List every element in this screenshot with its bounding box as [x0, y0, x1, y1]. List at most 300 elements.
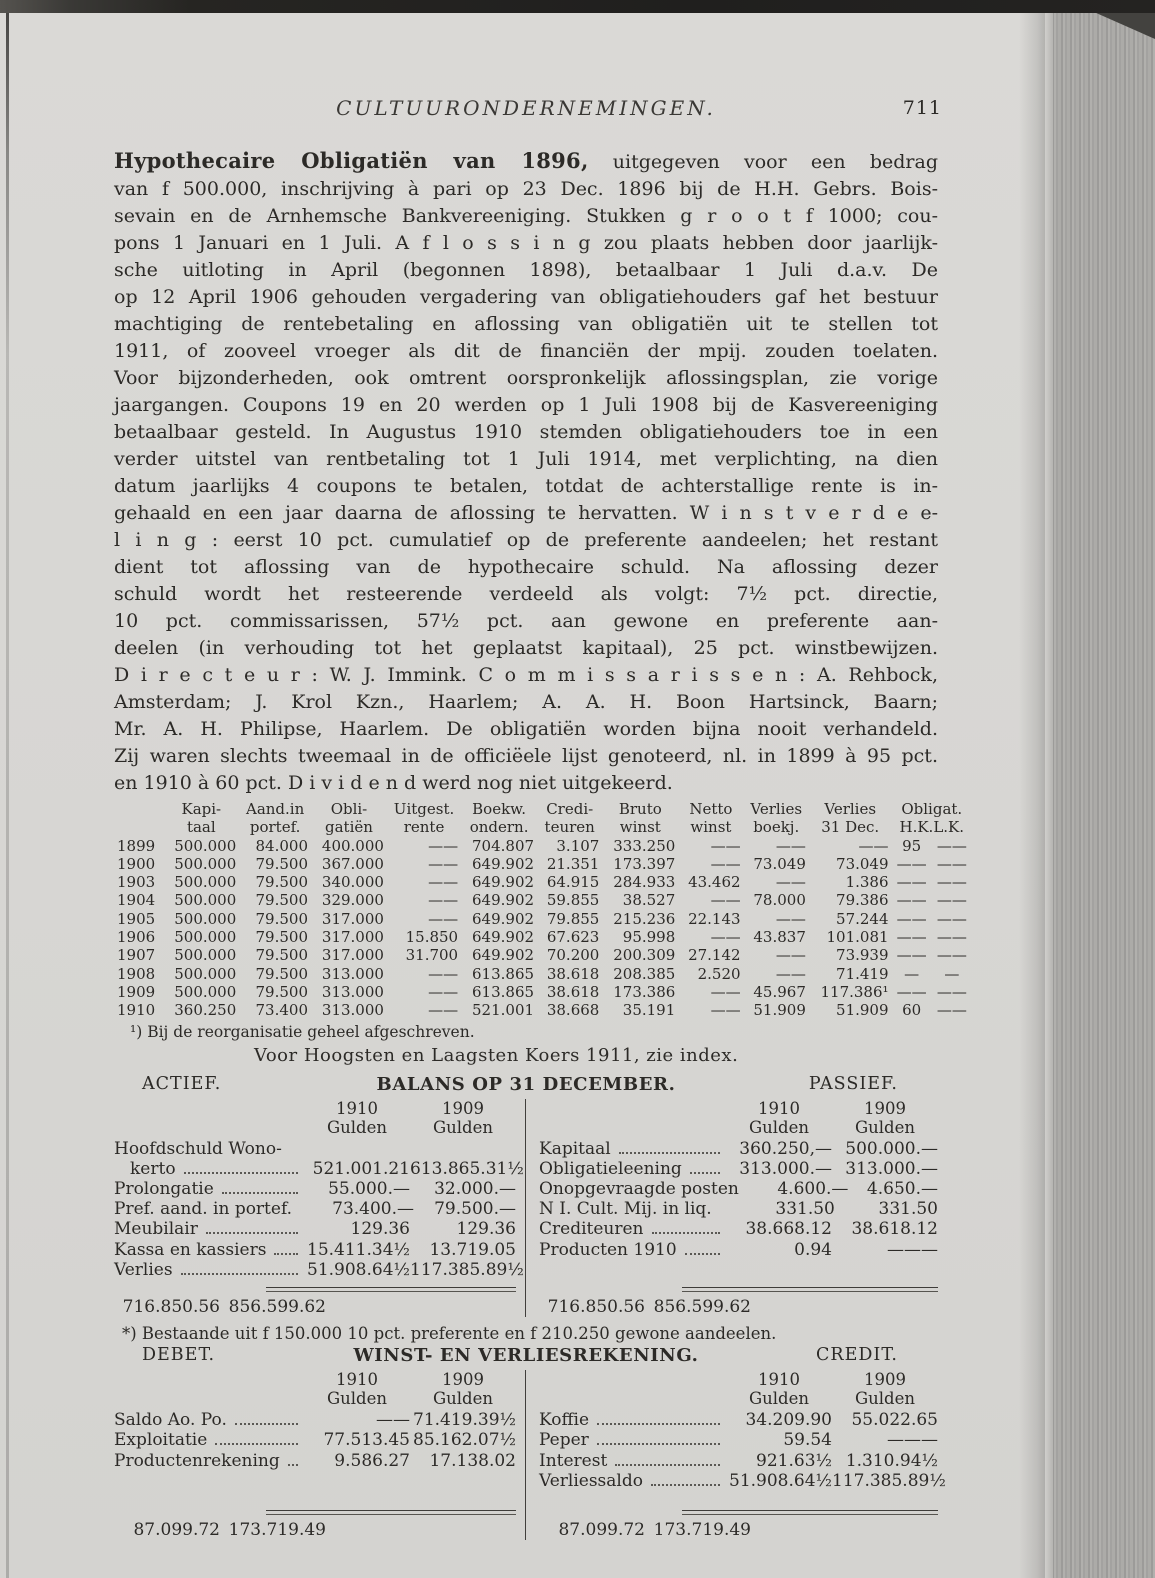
table-footnote: ¹) Bij de reorganisatie geheel afgeschreven.: [130, 1022, 475, 1041]
balance-body: [114, 1099, 938, 1318]
stats-cell: ——: [428, 964, 459, 983]
article-line: Zij waren slechts tweemaal in de officiëele lijst genoteerd, nl. in 1899 à 95 pct.: [114, 745, 938, 767]
colhead-spacer: [539, 1099, 726, 1118]
line-item: [539, 1179, 938, 1199]
article-lead: Hypothecaire Obligatiën van 1896,: [114, 148, 589, 173]
stats-cell: 613.865: [472, 964, 535, 983]
line-item: [114, 1430, 516, 1450]
stats-cell: 31.700: [405, 946, 459, 965]
stats-cell: ——: [896, 928, 927, 947]
total-value: 173.719.49: [653, 1520, 751, 1541]
stats-cell: 649.902: [472, 946, 535, 965]
item-value: 77.513.45: [323, 1430, 410, 1451]
stats-cell: 521.001: [472, 1001, 535, 1020]
total-value: 87.099.72: [133, 1520, 220, 1541]
column-years: [539, 1370, 938, 1389]
totals-rule: [682, 1287, 938, 1292]
colhead-spacer: [114, 1099, 304, 1118]
item-label: N I. Cult. Mij. in liq.: [539, 1199, 712, 1220]
stats-cell: ——: [710, 836, 741, 855]
unit-colhead: Gulden: [748, 1117, 810, 1137]
stats-header-cell: Verlies: [750, 800, 803, 818]
item-value: 32.000.—: [434, 1178, 516, 1199]
stats-header-cell: Obli-: [330, 800, 368, 818]
item-value: 55.022.65: [851, 1410, 938, 1431]
book-page-edges: [1045, 13, 1155, 1578]
article-line: pons 1 Januari en 1 Juli. A f l o s s i n g zou plaats hebben door jaarlijk-: [114, 232, 938, 254]
line-item: [114, 1158, 524, 1179]
item-value: ———: [887, 1430, 938, 1451]
stats-cell: 1904: [117, 891, 156, 910]
stats-cell: 95: [902, 836, 922, 855]
line-items: [114, 1410, 516, 1503]
item-value: 313.000.—: [845, 1158, 938, 1179]
item-label: Peper: [539, 1430, 589, 1451]
article-line: gehaald en een jaar daarna de aflossing te hervatten. W i n s t v e r d e e-: [114, 502, 938, 524]
item-value: 34.209.90: [745, 1410, 832, 1431]
item-value: 1.310.94½: [845, 1450, 938, 1471]
year-colhead: 1909: [864, 1098, 906, 1118]
stats-cell: 73.049: [753, 854, 806, 873]
dotted-leader: [597, 1442, 720, 1445]
passief-label: PASSIEF.: [808, 1073, 898, 1094]
total-value: 716.850.56: [547, 1296, 645, 1317]
item-label: Prolongatie: [114, 1178, 214, 1199]
stats-cell: 649.902: [472, 909, 535, 928]
stats-cell: 1907: [117, 946, 156, 965]
stats-cell: 367.000: [321, 854, 384, 873]
line-item: [539, 1219, 938, 1239]
stats-cell: 38.618: [546, 964, 600, 983]
item-value: 85.162.07½: [413, 1430, 516, 1451]
totals-rule: [266, 1287, 516, 1292]
item-value: ———: [887, 1239, 938, 1260]
stats-cell: ——: [858, 836, 889, 855]
stats-row: [114, 1001, 972, 1019]
totals-row: [114, 1297, 516, 1317]
line-item: [114, 1240, 516, 1260]
stats-cell: 3.107: [556, 836, 600, 855]
stats-header-row: [114, 800, 972, 818]
stats-cell: 78.000: [753, 891, 806, 910]
stats-cell: ——: [896, 982, 927, 1001]
stats-table: [114, 800, 972, 1020]
stats-header-cell: Uitgest.: [393, 800, 455, 818]
article-line: datum jaarlijks 4 coupons te betalen, totdat de achterstallige rente is in-: [114, 475, 938, 497]
stats-cell: 500.000: [174, 982, 237, 1001]
item-value: 4.650.—: [866, 1178, 938, 1199]
stats-cell: 73.400: [255, 1001, 308, 1020]
item-value: 51.908.64½: [729, 1470, 832, 1491]
stats-cell: 400.000: [321, 836, 384, 855]
item-value: 38.668.12: [745, 1219, 832, 1240]
balance-title: BALANS OP 31 DECEMBER.: [376, 1073, 676, 1095]
totals-rule: [682, 1510, 938, 1515]
stats-header-cell: taal: [186, 818, 216, 837]
colhead-spacer: [114, 1389, 304, 1408]
stats-cell: 38.618: [546, 982, 600, 1001]
stats-header-cell: 31 Dec.: [821, 818, 880, 837]
item-value: 71.419.39½: [413, 1410, 516, 1431]
stats-cell: 27.142: [688, 946, 741, 965]
stats-cell: 79.500: [255, 854, 308, 873]
article-line: dient tot aflossing van de hypothecaire schuld. Na aflossing dezer: [114, 556, 938, 578]
credit-label: CREDIT.: [816, 1345, 898, 1366]
unit-colhead: Gulden: [432, 1389, 494, 1409]
year-colhead: 1909: [864, 1370, 906, 1390]
item-value: 613.865.31½: [410, 1158, 524, 1179]
stats-header-cell: Netto: [689, 800, 733, 818]
dotted-leader: [690, 1171, 720, 1174]
item-label: Verlies: [114, 1259, 173, 1280]
stats-cell: 500.000: [174, 873, 237, 892]
stats-cell: 1908: [117, 964, 156, 983]
stats-cell: 313.000: [321, 1001, 384, 1020]
scan-top-edge: [0, 0, 1155, 13]
item-value: 500.000.—: [845, 1138, 938, 1159]
total-value: 173.719.49: [228, 1520, 326, 1541]
item-label: Saldo Ao. Po.: [114, 1410, 227, 1431]
dotted-leader: [215, 1442, 298, 1445]
stats-cell: 70.200: [546, 946, 600, 965]
dotted-leader: [184, 1171, 298, 1174]
unit-colhead: Gulden: [432, 1117, 494, 1137]
stats-cell: ——: [896, 909, 927, 928]
stats-cell: ——: [710, 854, 741, 873]
debet-label: DEBET.: [142, 1345, 216, 1366]
totals-row: [114, 1520, 516, 1540]
item-value: 117.385.89½: [410, 1259, 524, 1280]
year-colhead: 1910: [758, 1098, 800, 1118]
stats-cell: ——: [710, 891, 741, 910]
article-paragraph: [114, 147, 938, 797]
stats-cell: 360.250: [174, 1001, 237, 1020]
stats-cell: 284.933: [613, 873, 676, 892]
article-line: [114, 147, 938, 176]
stats-header-cell: Kapi-: [181, 800, 222, 818]
stats-cell: 317.000: [321, 909, 384, 928]
stats-header-cell: Obligat.: [901, 800, 963, 818]
scan-left-gutter: [6, 13, 9, 1578]
line-item: [114, 1451, 516, 1471]
stats-cell: 313.000: [321, 982, 384, 1001]
line-item: [114, 1259, 524, 1280]
stats-header-cell: H.K.L.K.: [899, 818, 965, 837]
stats-cell: 57.244: [836, 909, 889, 928]
stats-cell: ——: [710, 928, 741, 947]
stats-cell: 2.520: [697, 964, 741, 983]
item-label: kerto: [130, 1158, 176, 1179]
stats-cell: 73.939: [836, 946, 889, 965]
stats-cell: 60: [902, 1001, 922, 1020]
page-title: CULTUURONDERNEMINGEN.: [336, 96, 716, 120]
total-value: 716.850.56: [122, 1296, 220, 1317]
stats-header-cell: Aand.in: [246, 800, 305, 818]
item-label: Interest: [539, 1450, 608, 1471]
stats-cell: 649.902: [472, 928, 535, 947]
article-line: Mr. A. H. Philipse, Haarlem. De obligatiën worden bijna nooit verhandeld.: [114, 718, 938, 740]
page-number: 711: [902, 97, 942, 119]
totals-rule: [266, 1510, 516, 1515]
article-line: op 12 April 1906 gehouden vergadering van obligatiehouders gaf het bestuur: [114, 286, 938, 308]
stats-header-cell: boekj.: [753, 818, 800, 837]
colhead-spacer: [114, 1118, 304, 1137]
stats-cell: 79.855: [546, 909, 600, 928]
stats-cell: ——: [710, 982, 741, 1001]
item-value: 360.250,—: [739, 1138, 832, 1159]
stats-cell: 500.000: [174, 891, 237, 910]
article-line: l i n g : eerst 10 pct. cumulatief op de preferente aandeelen; het restant: [114, 529, 938, 551]
article-line: Amsterdam; J. Krol Kzn., Haarlem; A. A. H. Boon Hartsinck, Baarn;: [114, 691, 938, 713]
stats-cell: ——: [936, 873, 967, 892]
column-years: [114, 1370, 516, 1389]
line-items: [539, 1410, 946, 1503]
profit-loss-title: WINST- EN VERLIESREKENING.: [353, 1345, 699, 1367]
unit-colhead: Gulden: [326, 1389, 388, 1409]
stats-cell: ——: [428, 891, 459, 910]
stats-cell: ——: [775, 946, 806, 965]
stats-cell: 51.909: [753, 1001, 806, 1020]
stats-header-cell: ondern.: [469, 818, 529, 837]
line-item: [539, 1410, 938, 1430]
stats-cell: 84.000: [255, 836, 308, 855]
stats-cell: 200.309: [613, 946, 676, 965]
column-units: [114, 1118, 516, 1137]
stats-header-cell: Bruto: [618, 800, 662, 818]
stats-cell: 21.351: [546, 854, 600, 873]
column-years: [114, 1099, 516, 1118]
stats-cell: 215.236: [613, 909, 676, 928]
item-label: Exploitatie: [114, 1430, 208, 1451]
stats-cell: 704.807: [472, 836, 535, 855]
column-units: [539, 1389, 938, 1408]
item-value: 9.586.27: [334, 1450, 410, 1471]
stats-cell: 22.143: [688, 909, 741, 928]
unit-colhead: Gulden: [748, 1389, 810, 1409]
total-value: 856.599.62: [653, 1296, 751, 1317]
item-value: 17.138.02: [429, 1450, 516, 1471]
stats-cell: 79.500: [255, 928, 308, 947]
totals-row: [539, 1297, 938, 1317]
stats-cell: 79.500: [255, 964, 308, 983]
capital-footnote: *) Bestaande uit f 150.000 10 pct. preferente en f 210.250 gewone aandeelen.: [122, 1324, 777, 1344]
stats-cell: 101.081: [826, 928, 889, 947]
stats-cell: ——: [936, 1001, 967, 1020]
unit-colhead: Gulden: [326, 1117, 388, 1137]
line-item-label-top: [114, 1139, 516, 1159]
year-colhead: 1910: [758, 1370, 800, 1390]
stats-row: [114, 873, 972, 891]
stats-cell: ——: [428, 873, 459, 892]
stats-cell: —: [904, 964, 920, 983]
stats-cell: ——: [775, 873, 806, 892]
stats-row: [114, 910, 972, 928]
stats-header-row: [114, 818, 972, 836]
item-label: Pref. aand. in portef.: [114, 1199, 293, 1220]
stats-cell: 317.000: [321, 928, 384, 947]
item-label: Koffie: [539, 1410, 590, 1431]
article-line: deelen (in verhouding tot het geplaatst kapitaal), 25 pct. winstbewijzen.: [114, 637, 938, 659]
article-line: D i r e c t e u r : W. J. Immink. C o m m i s s a r i s s e n : A. Rehbock,: [114, 664, 938, 686]
article-line: 10 pct. commissarissen, 57½ pct. aan gewone en preferente aan-: [114, 610, 938, 632]
item-value: 15.411.34½: [307, 1239, 410, 1260]
line-item: [114, 1179, 516, 1199]
stats-cell: 59.855: [546, 891, 600, 910]
article-lead-rest: uitgegeven voor een bedrag: [588, 151, 938, 173]
dotted-leader: [235, 1422, 298, 1425]
stats-cell: ——: [936, 891, 967, 910]
stats-cell: 208.385: [613, 964, 676, 983]
stats-cell: ——: [896, 873, 927, 892]
balance-right-half: [526, 1099, 938, 1318]
stats-cell: 329.000: [321, 891, 384, 910]
line-item: [539, 1451, 938, 1471]
page-content: [114, 96, 967, 1541]
item-label: Producten 1910: [539, 1239, 677, 1260]
line-items: [539, 1139, 938, 1280]
actief-label: ACTIEF.: [142, 1073, 222, 1094]
stats-row: [114, 855, 972, 873]
item-value: 51.908.64½: [307, 1259, 410, 1280]
item-label: Obligatieleening: [539, 1158, 682, 1179]
stats-cell: 79.500: [255, 946, 308, 965]
year-colhead: 1909: [442, 1370, 484, 1390]
stats-cell: 1.386: [845, 873, 889, 892]
stats-cell: 500.000: [174, 928, 237, 947]
line-item: [114, 1199, 516, 1219]
stats-header-cell: winst: [690, 818, 732, 837]
stats-header-cell: Credi-: [546, 800, 594, 818]
article-line: schuld wordt het resteerende verdeeld als volgt: 7½ pct. directie,: [114, 583, 938, 605]
stats-cell: 79.500: [255, 909, 308, 928]
stats-cell: ——: [428, 854, 459, 873]
line-item: [539, 1470, 946, 1491]
dotted-leader: [651, 1483, 720, 1486]
totals-row: [539, 1520, 938, 1540]
item-label: Onopgevraagde posten: [539, 1178, 739, 1199]
item-value: 313.000.—: [739, 1158, 832, 1179]
dotted-leader: [300, 1213, 306, 1214]
line-item: [539, 1139, 938, 1159]
stats-cell: ——: [936, 909, 967, 928]
profit-loss-heading: [114, 1345, 938, 1370]
article-line: jaargangen. Coupons 19 en 20 werden op 1 Juli 1908 bij de Kasvereeniging: [114, 394, 938, 416]
page-fold-shadow: [1019, 13, 1045, 1578]
stats-cell: 1899: [117, 836, 156, 855]
item-value: 331.50: [878, 1199, 938, 1220]
stats-cell: —: [944, 964, 960, 983]
stats-cell: ——: [428, 836, 459, 855]
stats-row: [114, 946, 972, 964]
line-item: [539, 1430, 938, 1450]
stats-cell: 38.668: [546, 1001, 600, 1020]
stats-cell: 117.386¹: [820, 982, 889, 1001]
colhead-spacer: [114, 1370, 304, 1389]
line-items: [114, 1138, 524, 1280]
item-value: 521.001.21: [312, 1158, 410, 1179]
stats-cell: 500.000: [174, 964, 237, 983]
profit-loss-right-half: [526, 1370, 946, 1541]
item-value: 117.385.89½: [832, 1470, 946, 1491]
item-value: 55.000.—: [328, 1178, 410, 1199]
dotted-leader: [222, 1191, 298, 1194]
stats-cell: 1910: [117, 1001, 156, 1020]
stats-row: [114, 928, 972, 946]
article-line: sevain en de Arnhemsche Bankvereeniging. Stukken g r o o t f 1000; cou-: [114, 205, 938, 227]
article-line: machtiging de rentebetaling en aflossing van obligatiën uit te stellen tot: [114, 313, 938, 335]
stats-cell: 64.915: [546, 873, 600, 892]
stats-cell: 1909: [117, 982, 156, 1001]
stats-cell: ——: [936, 836, 967, 855]
article-line: Voor bijzonderheden, ook omtrent oorspronkelijk aflossingsplan, zie vorige: [114, 367, 938, 389]
stats-cell: 1900: [117, 854, 156, 873]
stats-cell: 73.049: [836, 854, 889, 873]
line-item: [114, 1219, 516, 1239]
stats-cell: 333.250: [613, 836, 676, 855]
item-value: 331.50: [775, 1199, 835, 1220]
column-years: [539, 1099, 938, 1118]
colhead-spacer: [539, 1118, 726, 1137]
item-value: 0.94: [794, 1239, 832, 1260]
stats-cell: 173.397: [613, 854, 676, 873]
line-item: [539, 1199, 938, 1219]
stats-row: [114, 891, 972, 909]
column-units: [539, 1118, 938, 1137]
year-colhead: 1909: [442, 1098, 484, 1118]
stats-cell: ——: [428, 1001, 459, 1020]
item-label: Kapitaal: [539, 1138, 611, 1159]
unit-colhead: Gulden: [854, 1117, 916, 1137]
dotted-leader: [615, 1463, 720, 1466]
running-header: [114, 96, 942, 122]
balance-left-half: [114, 1099, 526, 1318]
stats-cell: 79.500: [255, 891, 308, 910]
stats-header-cell: [114, 800, 163, 818]
stats-cell: ——: [936, 928, 967, 947]
item-value: 38.618.12: [851, 1219, 938, 1240]
item-value: 4.600.—: [777, 1178, 849, 1199]
colhead-spacer: [539, 1389, 726, 1408]
balance-section: [114, 1074, 938, 1318]
year-colhead: 1910: [336, 1370, 378, 1390]
profit-loss-section: [114, 1345, 946, 1541]
item-value: 13.719.05: [429, 1239, 516, 1260]
dotted-leader: [206, 1231, 298, 1234]
item-label: Productenrekening: [114, 1450, 280, 1471]
stats-cell: ——: [936, 946, 967, 965]
stats-cell: 43.462: [688, 873, 741, 892]
item-value: 921.63½: [756, 1450, 832, 1471]
stats-header-cell: Boekw.: [472, 800, 526, 818]
stats-cell: 173.386: [613, 982, 676, 1001]
stats-cell: 45.967: [753, 982, 806, 1001]
unit-colhead: Gulden: [854, 1389, 916, 1409]
stats-cell: 79.500: [255, 873, 308, 892]
stats-cell: ——: [775, 964, 806, 983]
stats-cell: 71.419: [836, 964, 889, 983]
profit-loss-body: [114, 1370, 946, 1541]
stats-cell: ——: [428, 982, 459, 1001]
stats-cell: 51.909: [836, 1001, 889, 1020]
stats-cell: 500.000: [174, 836, 237, 855]
item-value: 129.36: [350, 1219, 410, 1240]
stats-cell: ——: [936, 854, 967, 873]
stats-row: [114, 983, 972, 1001]
dotted-leader: [181, 1272, 298, 1275]
item-value: ——: [376, 1410, 410, 1431]
stats-cell: 79.500: [255, 982, 308, 1001]
stats-cell: ——: [775, 909, 806, 928]
